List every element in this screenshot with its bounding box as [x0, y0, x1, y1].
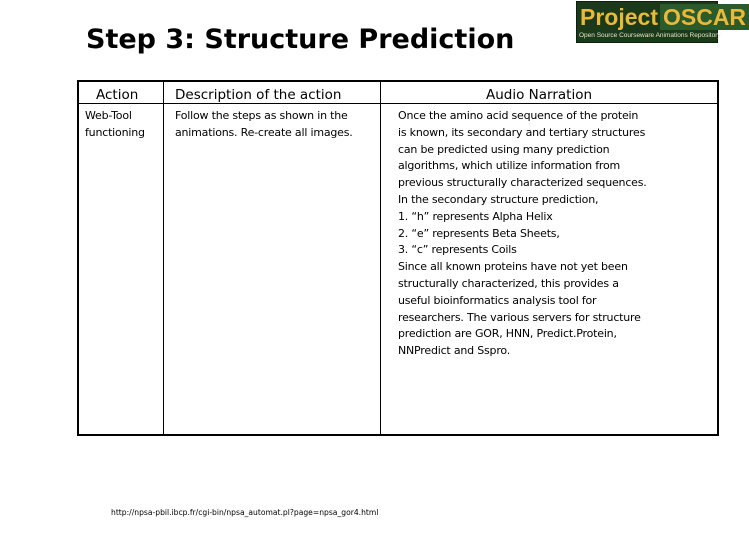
- narration-line: Once the amino acid sequence of the protein: [398, 109, 639, 122]
- action-line: functioning: [85, 125, 145, 139]
- narration-line: 3. “c” represents Coils: [398, 243, 517, 257]
- action-cell: [85, 108, 145, 142]
- narration-line: structurally characterized, this provides a: [398, 276, 619, 290]
- narration-line: prediction are GOR, HNN, Predict.Protein,: [398, 327, 617, 341]
- column-divider-action: [163, 82, 164, 434]
- description-cell: [175, 108, 353, 142]
- narration-line: 1. “h” represents Alpha Helix: [398, 209, 553, 223]
- narration-cell: [398, 108, 647, 360]
- logo-tagline: Open Source Courseware Animations Repository: [579, 32, 721, 39]
- narration-line: algorithms, which utilize information from: [398, 159, 621, 173]
- project-oscar-logo: [576, 1, 747, 43]
- header-description: Description of the action: [175, 87, 342, 103]
- narration-line: In the secondary structure prediction,: [398, 192, 599, 206]
- column-divider-description: [380, 82, 381, 434]
- narration-line: 2. “e” represents Beta Sheets,: [398, 226, 560, 240]
- logo-word-project: Project: [580, 4, 658, 30]
- narration-line: useful bioinformatics analysis tool for: [398, 293, 597, 307]
- narration-line: is known, its secondary and tertiary structures: [398, 125, 646, 139]
- narration-line: Since all known proteins have not yet been: [398, 260, 628, 274]
- narration-line: researchers. The various servers for structure: [398, 310, 641, 324]
- logo-word-oscar: OSCAR: [660, 4, 749, 30]
- slide-title: Step 3: Structure Prediction: [86, 24, 515, 55]
- storyboard-table: [77, 80, 719, 436]
- description-line: Follow the steps as shown in the: [175, 109, 348, 122]
- reference-url: http://npsa-pbil.ibcp.fr/cgi-bin/npsa_automat.pl?page=npsa_gor4.html: [111, 508, 379, 517]
- header-audio-narration: Audio Narration: [486, 87, 593, 103]
- description-line: animations. Re-create all images.: [175, 125, 353, 139]
- header-action: Action: [96, 87, 139, 103]
- narration-line: previous structurally characterized sequences.: [398, 176, 647, 190]
- narration-line: NNPredict and Sspro.: [398, 344, 511, 358]
- action-line: Web-Tool: [85, 109, 132, 122]
- narration-line: can be predicted using many prediction: [398, 142, 610, 156]
- logo-wordmark: [579, 3, 747, 31]
